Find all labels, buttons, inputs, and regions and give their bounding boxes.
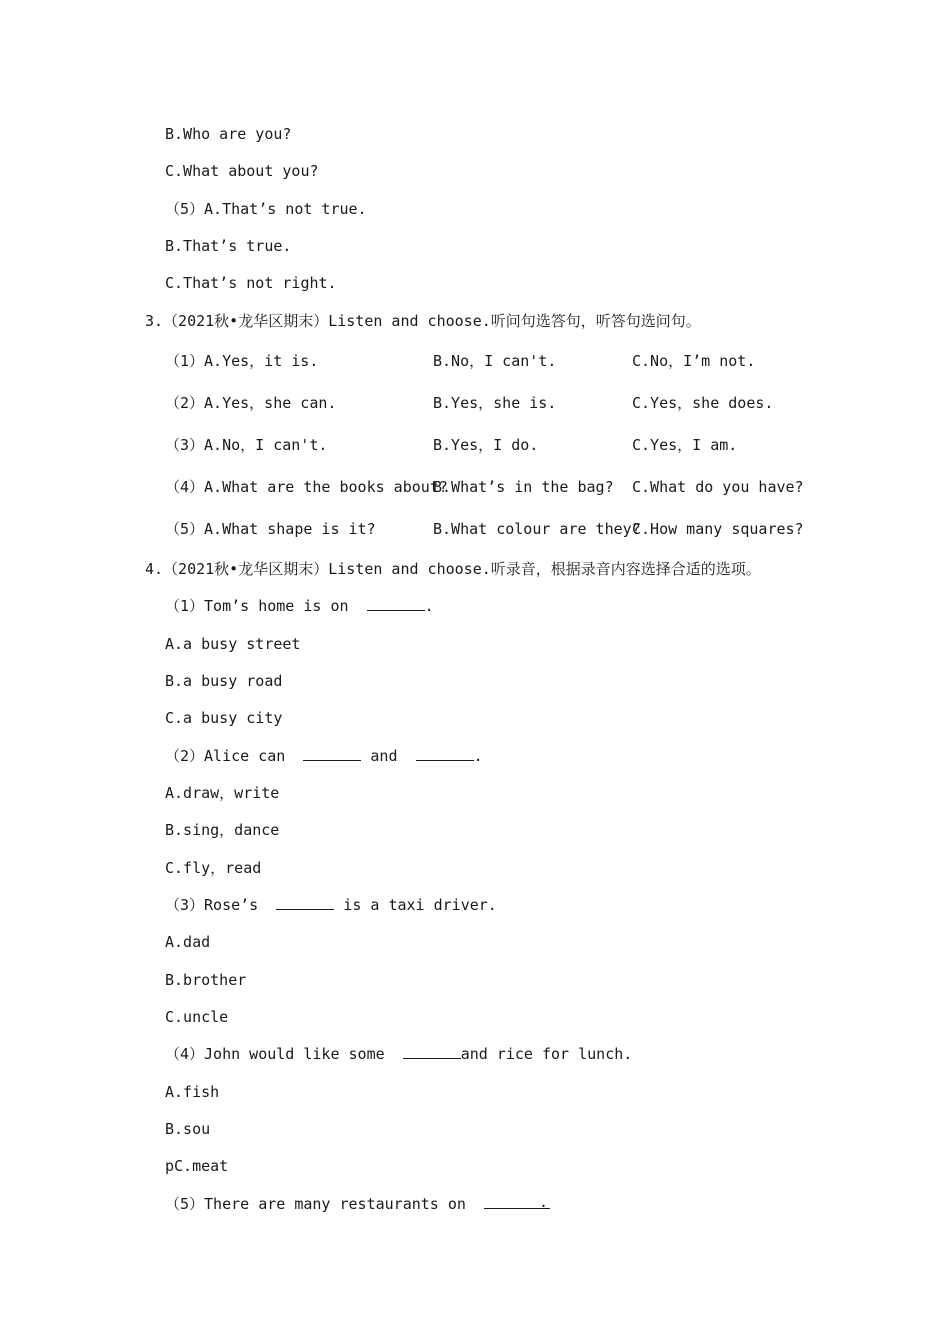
q4-part-1-option-c: C.a busy city xyxy=(165,709,283,727)
q2-option-5b: B.That’s true. xyxy=(165,237,292,255)
q3-row-5-option-a: （5）A.What shape is it? xyxy=(165,520,376,538)
q3-row-2-option-c: C.Yes，she does. xyxy=(632,394,774,412)
q4-part-1-option-b: B.a busy road xyxy=(165,672,283,690)
answer-blank xyxy=(403,1044,461,1059)
q3-row-1-option-b: B.No，I can't. xyxy=(433,352,557,370)
q3-row-4-option-b: B.What’s in the bag? xyxy=(433,478,614,496)
q4-part-4-prefix: （4）John would like some xyxy=(165,1045,394,1063)
q4-part-5-prefix: （5）There are many restaurants on xyxy=(165,1195,475,1213)
q4-part-2-prompt xyxy=(165,746,483,766)
q2-option-4b: B.Who are you? xyxy=(165,125,292,143)
answer-blank xyxy=(276,895,334,910)
q4-part-1-prefix: （1）Tom’s home is on xyxy=(165,597,358,615)
answer-blank xyxy=(303,746,361,761)
q4-part-2-suffix: . xyxy=(473,747,483,765)
q2-option-5c: C.That’s not right. xyxy=(165,274,337,292)
q3-row-1-option-c: C.No，I’m not. xyxy=(632,352,756,370)
q3-row-3-option-b: B.Yes，I do. xyxy=(433,436,539,454)
q3-row-5-option-b: B.What colour are they? xyxy=(433,520,641,538)
q4-part-1-prompt xyxy=(165,596,434,616)
q4-part-2-middle: and xyxy=(361,747,407,765)
q4-part-2-prefix: （2）Alice can xyxy=(165,747,295,765)
q4-part-3-option-a: A.dad xyxy=(165,933,211,951)
q3-row-5-option-c: C.How many squares? xyxy=(632,520,804,538)
q3-row-2-option-a: （2）A.Yes，she can. xyxy=(165,394,337,412)
q4-part-4-option-a: A.fish xyxy=(165,1083,220,1101)
q3-row-3-option-a: （3）A.No，I can't. xyxy=(165,436,328,454)
q3-row-4-option-c: C.What do you have? xyxy=(632,478,804,496)
q4-part-3-suffix: is a taxi driver. xyxy=(334,896,497,914)
q4-stem: 4.（2021秋•龙华区期末）Listen and choose.听录音，根据录音内容选择合适的选项。 xyxy=(145,560,761,578)
q4-part-5-prompt xyxy=(165,1194,550,1214)
q2-option-5a: （5）A.That’s not true. xyxy=(165,200,367,218)
q4-part-3-prompt xyxy=(165,895,497,915)
answer-blank xyxy=(367,596,425,611)
q4-part-5-suffix: . xyxy=(538,1193,548,1211)
q3-row-4-option-a: （4）A.What are the books about? xyxy=(165,478,448,496)
answer-blank xyxy=(484,1194,550,1209)
q3-row-1-option-a: （1）A.Yes，it is. xyxy=(165,352,319,370)
q4-part-4-suffix: and rice for lunch. xyxy=(460,1045,633,1063)
q2-option-4c: C.What about you? xyxy=(165,162,319,180)
q4-part-2-option-b: B.sing，dance xyxy=(165,821,280,839)
q4-part-2-option-a: A.draw，write xyxy=(165,784,280,802)
answer-blank xyxy=(416,746,474,761)
q3-stem: 3.（2021秋•龙华区期末）Listen and choose.听问句选答句，听答句选问句。 xyxy=(145,312,701,330)
q3-row-2-option-b: B.Yes，she is. xyxy=(433,394,557,412)
q4-part-4-option-c: pC.meat xyxy=(165,1157,229,1175)
q4-part-4-option-b: B.sou xyxy=(165,1120,211,1138)
q4-part-4-prompt xyxy=(165,1044,632,1064)
q4-part-1-option-a: A.a busy street xyxy=(165,635,301,653)
q4-part-3-option-c: C.uncle xyxy=(165,1008,229,1026)
q4-part-3-prefix: （3）Rose’s xyxy=(165,896,268,914)
q3-row-3-option-c: C.Yes，I am. xyxy=(632,436,738,454)
q4-part-1-suffix: . xyxy=(424,597,434,615)
q4-part-2-option-c: C.fly，read xyxy=(165,859,262,877)
q4-part-3-option-b: B.brother xyxy=(165,971,247,989)
